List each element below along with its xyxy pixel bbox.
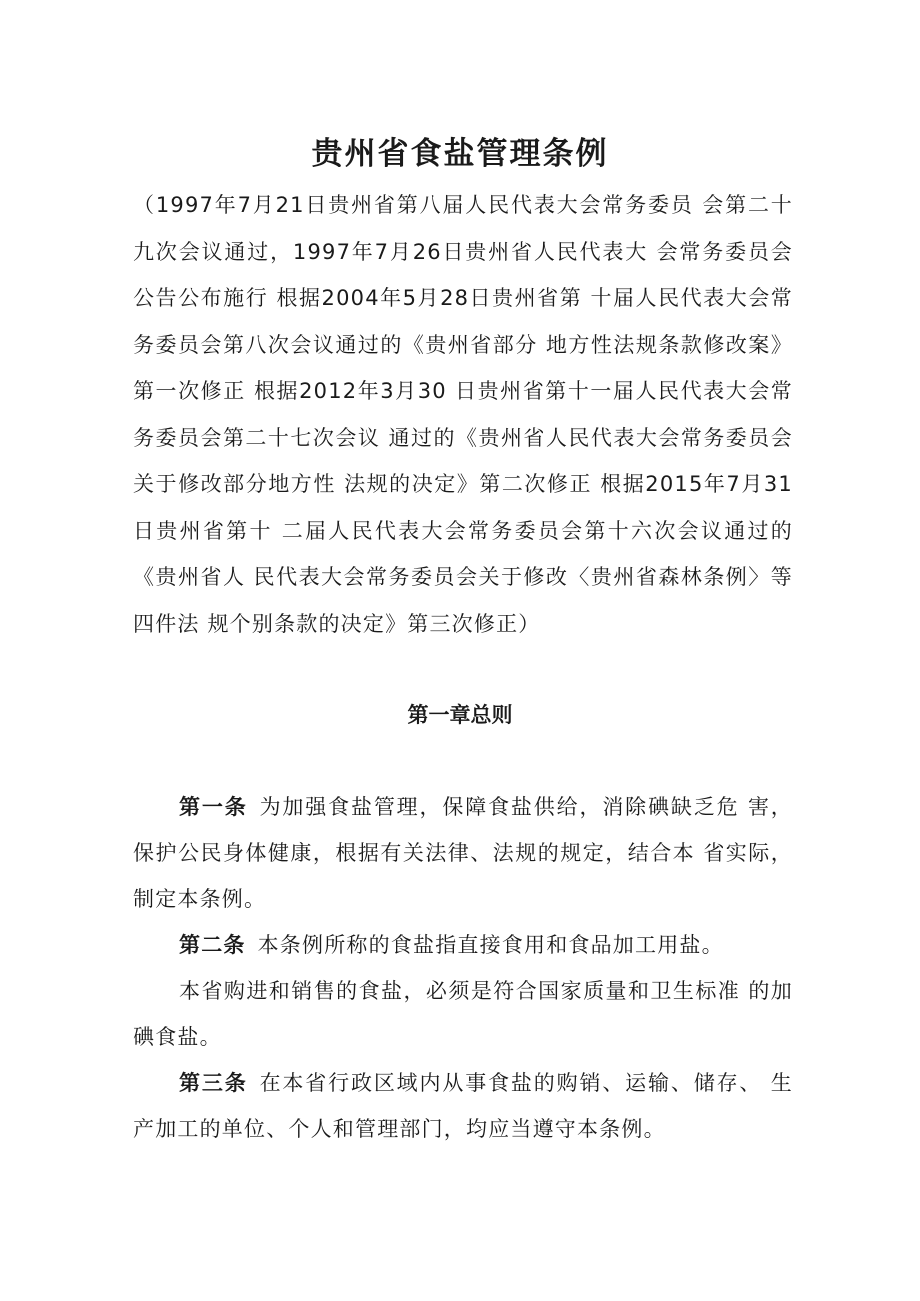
article-text: 本条例所称的食盐指直接食用和食品加工用盐。	[257, 933, 724, 957]
document-title: 贵州省食盐管理条例	[311, 136, 609, 172]
article-2	[133, 922, 793, 968]
article-label: 第一条	[179, 795, 248, 819]
article-label: 第三条	[179, 1071, 248, 1095]
chapter-title: 第一章总则	[407, 703, 513, 727]
article-1	[133, 784, 793, 922]
article-3	[133, 1060, 793, 1152]
article-2-paragraph: 本省购进和销售的食盐，必须是符合国家质量和卫生标准 的加碘食盐。	[133, 979, 793, 1049]
article-text: 在本省行政区域内从事食盐的购销、运输、储存、 生产加工的单位、个人和管理部门，均应当遵守本条例。	[133, 1071, 793, 1141]
preamble: （1997年7月21日贵州省第八届人民代表大会常务委员 会第二十九次会议通过，1997年7月26日贵州省人民代表大 会常务委员会公告公布施行 根据2004年5月28日贵州省第 十届人民代表大会常务委员会第八次会议通过的《贵州省部分 地方性法规条款修改案》第一次修正 根据2012年3月30 日贵州省第十一届人民代表大会常务委员会第二十七次会议 通过的《贵州省人民代表大会常务委员会关于修改部分地方性 法规的决定》第二次修正 根据2015年7月31日贵州省第十 二届人民代表大会常务委员会第十六次会议通过的《贵州省人 民代表大会常务委员会关于修改〈贵州省森林条例〉等四件法 规个别条款的决定》第三次修正）	[133, 193, 793, 636]
article-label: 第二条	[179, 933, 246, 957]
article-text: 为加强食盐管理，保障食盐供给，消除碘缺乏危 害，保护公民身体健康，根据有关法律、法规的规定，结合本 省实际，制定本条例。	[133, 795, 793, 911]
